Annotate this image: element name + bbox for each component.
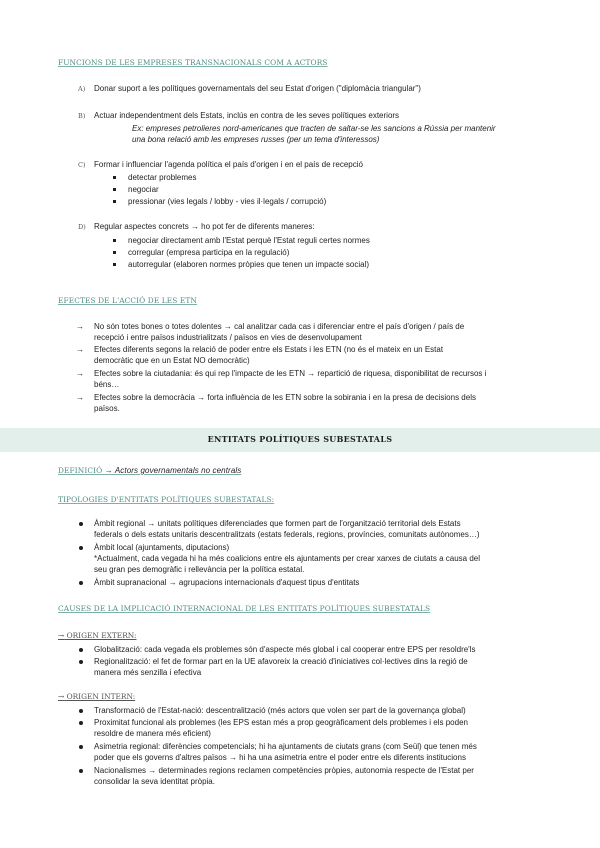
list-item-continued: béns… <box>94 380 120 389</box>
sub-bullet: pressionar (vies legals / lobby - vies il·legals / corrupció) <box>128 197 327 206</box>
example-text: Ex: empreses petrolieres nord-americanes que tracten de saltar-se les sancions a Rússia per mantenir <box>132 124 496 133</box>
bullet-item-continued: *Actualment, cada vegada hi ha més coalicions entre els ajuntaments per crear xarxes de ciutats a causa del <box>94 554 480 563</box>
arrow-icon: → <box>76 369 84 378</box>
arrow-icon: → <box>76 322 84 331</box>
sub-bullet: negociar directament amb l'Estat perquè l'Estat reguli certes normes <box>128 236 370 245</box>
bullet-item: Proximitat funcional als problemes (les EPS estan més a prop geogràficament dels problemes i els poden <box>94 718 468 727</box>
list-item: Formar i influenciar l'agenda política el país d'origen i en el país de recepció <box>94 160 363 169</box>
bullet-item: Àmbit local (ajuntaments, diputacions) <box>94 543 230 552</box>
list-item: No són totes bones o totes dolentes → cal analitzar cada cas i diferenciar entre el país d'origen / país de <box>94 322 465 331</box>
bullet-item-continued: resoldre de manera més eficient) <box>94 729 211 738</box>
bullet-item: Regionalització: el fet de formar part en la UE afavoreix la creació d'iniciatives col·lectives dins la regió de <box>94 657 468 666</box>
list-item-continued: països. <box>94 404 120 413</box>
bullet-item-continued: manera més senzilla i efectiva <box>94 668 202 677</box>
sub-bullet: detectar problemes <box>128 173 197 182</box>
list-letter: D) <box>78 223 86 231</box>
sub-bullet: autorregular (elaboren normes pròpies que tenen un impacte social) <box>128 260 370 269</box>
definition-text: → Actors governamentals no centrals <box>104 466 242 475</box>
bullet-item-continued: seu gran pes demogràfic i rellevància per la política estatal. <box>94 565 305 574</box>
bullet-item: Globalització: cada vegada els problemes són d'aspecte més global i cal cooperar entre EPS per resoldre'ls <box>94 645 476 654</box>
list-item: Regular aspectes concrets → ho pot fer de diferents maneres: <box>94 222 315 231</box>
band-title: ENTITATS POLÍTIQUES SUBESTATALS <box>207 434 393 444</box>
list-letter: C) <box>78 161 86 169</box>
section-heading-causes: CAUSES DE LA IMPLICACIÓ INTERNACIONAL DE LES ENTITATS POLÍTIQUES SUBESTATALS <box>58 604 431 613</box>
list-letter: A) <box>78 85 86 93</box>
list-item: Efectes diferents segons la relació de poder entre els Estats i les ETN (no és el mateix en un Estat <box>94 345 444 354</box>
list-item: Efectes sobre la democràcia → forta influència de les ETN sobre la sobirania i en la presa de decisions dels <box>94 393 476 402</box>
sub-bullet: negociar <box>128 185 159 194</box>
list-item-continued: recepció i entre països industrialitzats / països en vies de desenvolupament <box>94 333 362 342</box>
origin-intern-label <box>58 691 135 702</box>
bullet-item-continued: consolidar la seva identitat pròpia. <box>94 777 215 786</box>
list-letter: B) <box>78 112 86 120</box>
origin-extern-label <box>58 630 136 641</box>
list-item: Donar suport a les polítiques governamentals del seu Estat d'origen ("diplomàcia triangular") <box>94 84 421 93</box>
bullet-item-continued: poder que els governs d'altres països → hi ha una asimetria entre el poder entre els diferents institucions <box>94 753 466 762</box>
arrow-icon: → <box>58 692 65 701</box>
sub-bullet: corregular (empresa participa en la regulació) <box>128 248 290 257</box>
example-text: una bona relació amb les empreses russes (per un tema d'interessos) <box>132 135 380 144</box>
list-item: Efectes sobre la ciutadania: és qui rep l'impacte de les ETN → repartició de riquesa, disponibilitat de recursos i <box>94 369 487 378</box>
definition-label: DEFINICIÓ <box>58 466 103 475</box>
list-item: Actuar independentment dels Estats, inclús en contra de les seves polítiques exteriors <box>94 111 400 120</box>
bullet-item: Asimetria regional: diferències competencials; hi ha ajuntaments de ciutats grans (com Seül) que tenen més <box>94 742 477 751</box>
bullet-item: Àmbit supranacional → agrupacions internacionals d'aquest tipus d'entitats <box>94 578 360 587</box>
bullet-item-continued: federals o dels estats unitaris descentralitzats (estats federals, regions, províncies, comunitats autònomes…) <box>94 530 480 539</box>
bullet-item: Transformació de l'Estat-nació: descentralització (més actors que volen ser part de la governança global) <box>94 706 466 715</box>
arrow-icon: → <box>76 393 84 402</box>
section-heading-efectes: EFECTES DE L'ACCIÓ DE LES ETN <box>58 296 197 305</box>
section-heading-funcions: FUNCIONS DE LES EMPRESES TRANSNACIONALS COM A ACTORS <box>58 58 328 67</box>
arrow-icon: → <box>58 631 65 640</box>
list-item-continued: democràtic que en un Estat NO democràtic) <box>94 356 250 365</box>
definition-row <box>58 465 241 476</box>
arrow-icon: → <box>76 345 84 354</box>
origin-intern-text: ORIGEN INTERN: <box>66 692 136 701</box>
bullet-item: Àmbit regional → unitats polítiques diferenciades que formen part de l'organització territorial dels Estats <box>94 519 461 528</box>
origin-extern-text: ORIGEN EXTERN: <box>66 631 137 640</box>
bullet-item: Nacionalismes → determinades regions reclamen competències pròpies, autonomia respecte de l'Estat per <box>94 766 474 775</box>
section-heading-tipologies: TIPOLOGIES D'ENTITATS POLÍTIQUES SUBESTATALS: <box>58 495 275 504</box>
